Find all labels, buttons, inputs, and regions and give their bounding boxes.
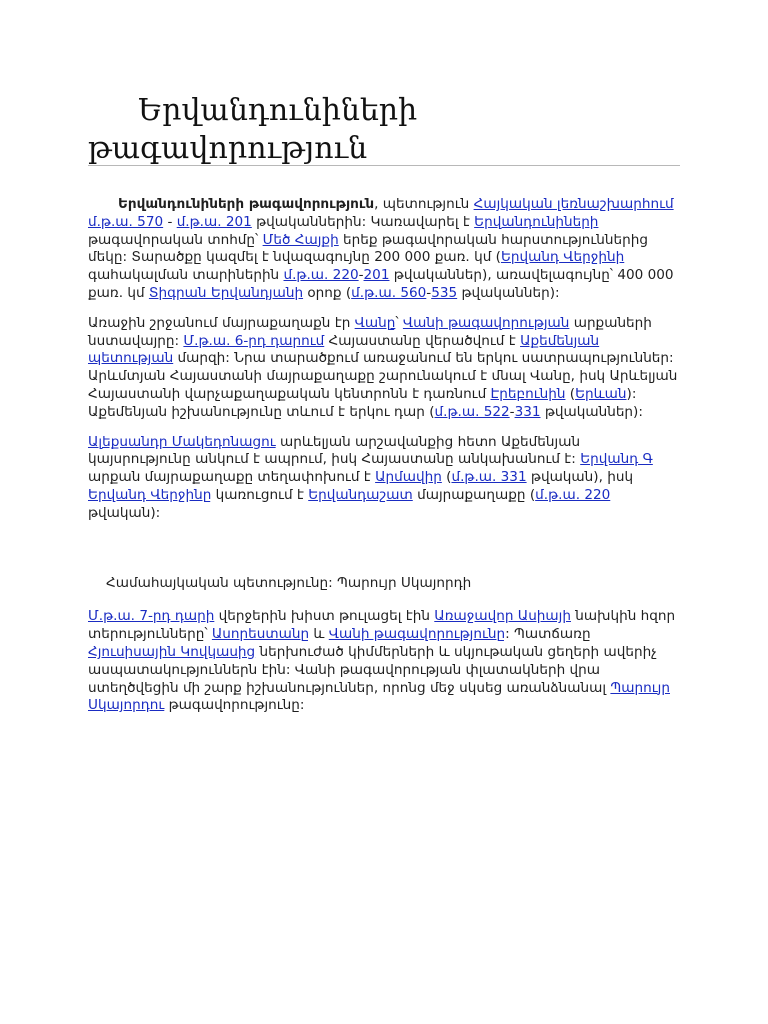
link-alexander-the-great[interactable]: Ալեքսանդր Մակեդոնացու — [88, 433, 276, 450]
link-erebuni[interactable]: Էրեբունին — [490, 385, 566, 402]
article-body — [88, 196, 678, 727]
link-560-bc[interactable]: մ.թ.ա. 560 — [351, 284, 427, 301]
paragraph-independence — [88, 434, 678, 523]
text: - — [163, 213, 177, 230]
link-assyria[interactable]: Ասորեստանը — [211, 626, 310, 643]
page-title-line1: Երվանդունիների — [138, 93, 418, 128]
link-van[interactable]: Վանը — [354, 314, 396, 331]
link-kingdom-of-van[interactable]: Վանի թագավորության — [402, 314, 570, 331]
text: օրոք ( — [303, 284, 352, 301]
link-201-bc[interactable]: մ.թ.ա. 201 — [176, 213, 252, 230]
text: , պետություն — [374, 196, 474, 212]
text: թագավորությունը: — [164, 697, 305, 714]
link-orontes-iii[interactable]: Երվանդ Գ — [580, 451, 653, 468]
link-331-bc[interactable]: մ.թ.ա. 331 — [451, 469, 527, 486]
text: : Պատճառը — [505, 626, 591, 643]
link-orontes-last[interactable]: Երվանդ Վերջինը — [88, 486, 212, 503]
paragraph-paruyr — [88, 608, 678, 715]
link-535[interactable]: 535 — [431, 284, 458, 301]
link-paruyr-skayordi[interactable]: Պարույր Սկայորդու — [88, 679, 670, 714]
link-570-bc[interactable]: մ.թ.ա. 570 — [88, 213, 164, 230]
text: գահակալման տարիներին — [88, 267, 284, 284]
link-6th-century-bc[interactable]: Մ.թ.ա. 6-րդ դարում — [183, 332, 325, 349]
link-220-bc[interactable]: մ.թ.ա. 220 — [283, 267, 359, 284]
link-north-caucasus[interactable]: Հյուսիսային Կովկասից — [88, 643, 256, 660]
text: թագավորական տոհմը՝ — [88, 231, 263, 248]
text: ): Աքեմենյան իշխանությունը տևում է երկու դար ( — [88, 385, 637, 420]
text: մայրաքաղաքը ( — [412, 486, 536, 503]
text: արքան մայրաքաղաքը տեղափոխում է — [88, 469, 376, 486]
page-title-line2: թագավորություն — [88, 131, 368, 166]
paragraph-achaemenid — [88, 315, 678, 422]
text: ( — [441, 469, 452, 486]
text: մարզի: Նրա տարածքում առաջանում են երկու սատրապություններ: Արևմտյան Հայաստանի մայրաքաղաքը շարունակում է մնալ Վանը, իսկ Արևելյան Հայաստանի վարչաքաղաքական կենտրոնն է դառնում — [88, 350, 678, 402]
link-7th-century-bc[interactable]: Մ.թ.ա. 7-րդ դարի — [88, 608, 215, 625]
link-kingdom-of-van[interactable]: Վանի թագավորությունը — [328, 626, 506, 643]
text: Հայաստանը վերածվում է — [324, 332, 521, 349]
link-achaemenid-empire[interactable]: Աքեմենյան պետության — [88, 332, 600, 367]
text: ներխուժած կիմմերների և սկյութական ցեղերի ավերիչ ասպատակություններն էին: Վանի թագավորության փլատակների վրա ստեղծվեցին մի շարք իշխանություններ, որոնց մեջ սկսեց առանձնանալ — [88, 643, 657, 696]
link-tigranes-orontid[interactable]: Տիգրան Երվանդյանի — [148, 284, 304, 301]
page-title — [88, 92, 680, 168]
text: ( — [565, 385, 576, 402]
link-near-east[interactable]: Առաջավոր Ասիայի — [434, 608, 571, 625]
title-divider — [88, 165, 680, 166]
text: թվականներ): — [540, 403, 643, 420]
link-yervandashat[interactable]: Երվանդաշատ — [308, 486, 413, 503]
link-yerevan[interactable]: Երևան — [575, 385, 627, 402]
link-armenian-highlands[interactable]: Հայկական լեռնաշխարհում — [473, 196, 674, 212]
text: Առաջին շրջանում մայրաքաղաքն էր — [88, 314, 355, 331]
link-201[interactable]: 201 — [363, 267, 390, 284]
text: ՝ — [395, 314, 403, 331]
text: - — [509, 403, 515, 420]
text: թվական), իսկ — [526, 469, 634, 486]
text: - — [358, 267, 364, 284]
text: թվականներին: Կառավարել է — [251, 213, 475, 230]
text: - — [426, 284, 432, 301]
link-522-bc[interactable]: մ.թ.ա. 522 — [434, 403, 510, 420]
link-greater-armenia[interactable]: Մեծ Հայքի — [262, 231, 339, 248]
link-orontes-last[interactable]: Երվանդ Վերջինի — [500, 249, 625, 266]
link-220-bc[interactable]: մ.թ.ա. 220 — [535, 486, 611, 503]
text: վերջերին խիստ թուլացել էին — [214, 608, 435, 625]
text: և — [309, 626, 329, 643]
text: թվականներ), առավելագույնը՝ 400 000 քառ. կմ — [88, 267, 674, 301]
link-331[interactable]: 331 — [514, 403, 541, 420]
link-orontids[interactable]: Երվանդունիների — [474, 213, 599, 230]
text: նախկին հզոր տերությունները՝ — [88, 608, 676, 643]
text: թվական): — [88, 504, 161, 521]
text: կառուցում է — [211, 486, 309, 503]
text: թվականներ): — [457, 284, 560, 301]
link-armavir[interactable]: Արմավիր — [375, 469, 442, 486]
text: երեք թագավորական հարստություններից մեկը: Տարածքը կազմել է նվազագույնը 200 000 քառ. կմ ( — [88, 231, 648, 266]
section-heading: Համահայկական պետությունը: Պարույր Սկայորդի — [106, 574, 472, 591]
paragraph-intro — [88, 196, 678, 303]
text: արևելյան արշավանքից հետո Աքեմենյան կայսրությունը անկում է ապրում, իսկ Հայաստանը անկախանում է: — [88, 433, 581, 468]
article-subject: Երվանդունիների թագավորություն — [118, 196, 375, 212]
text: արքաների նստավայրը: — [88, 314, 652, 349]
